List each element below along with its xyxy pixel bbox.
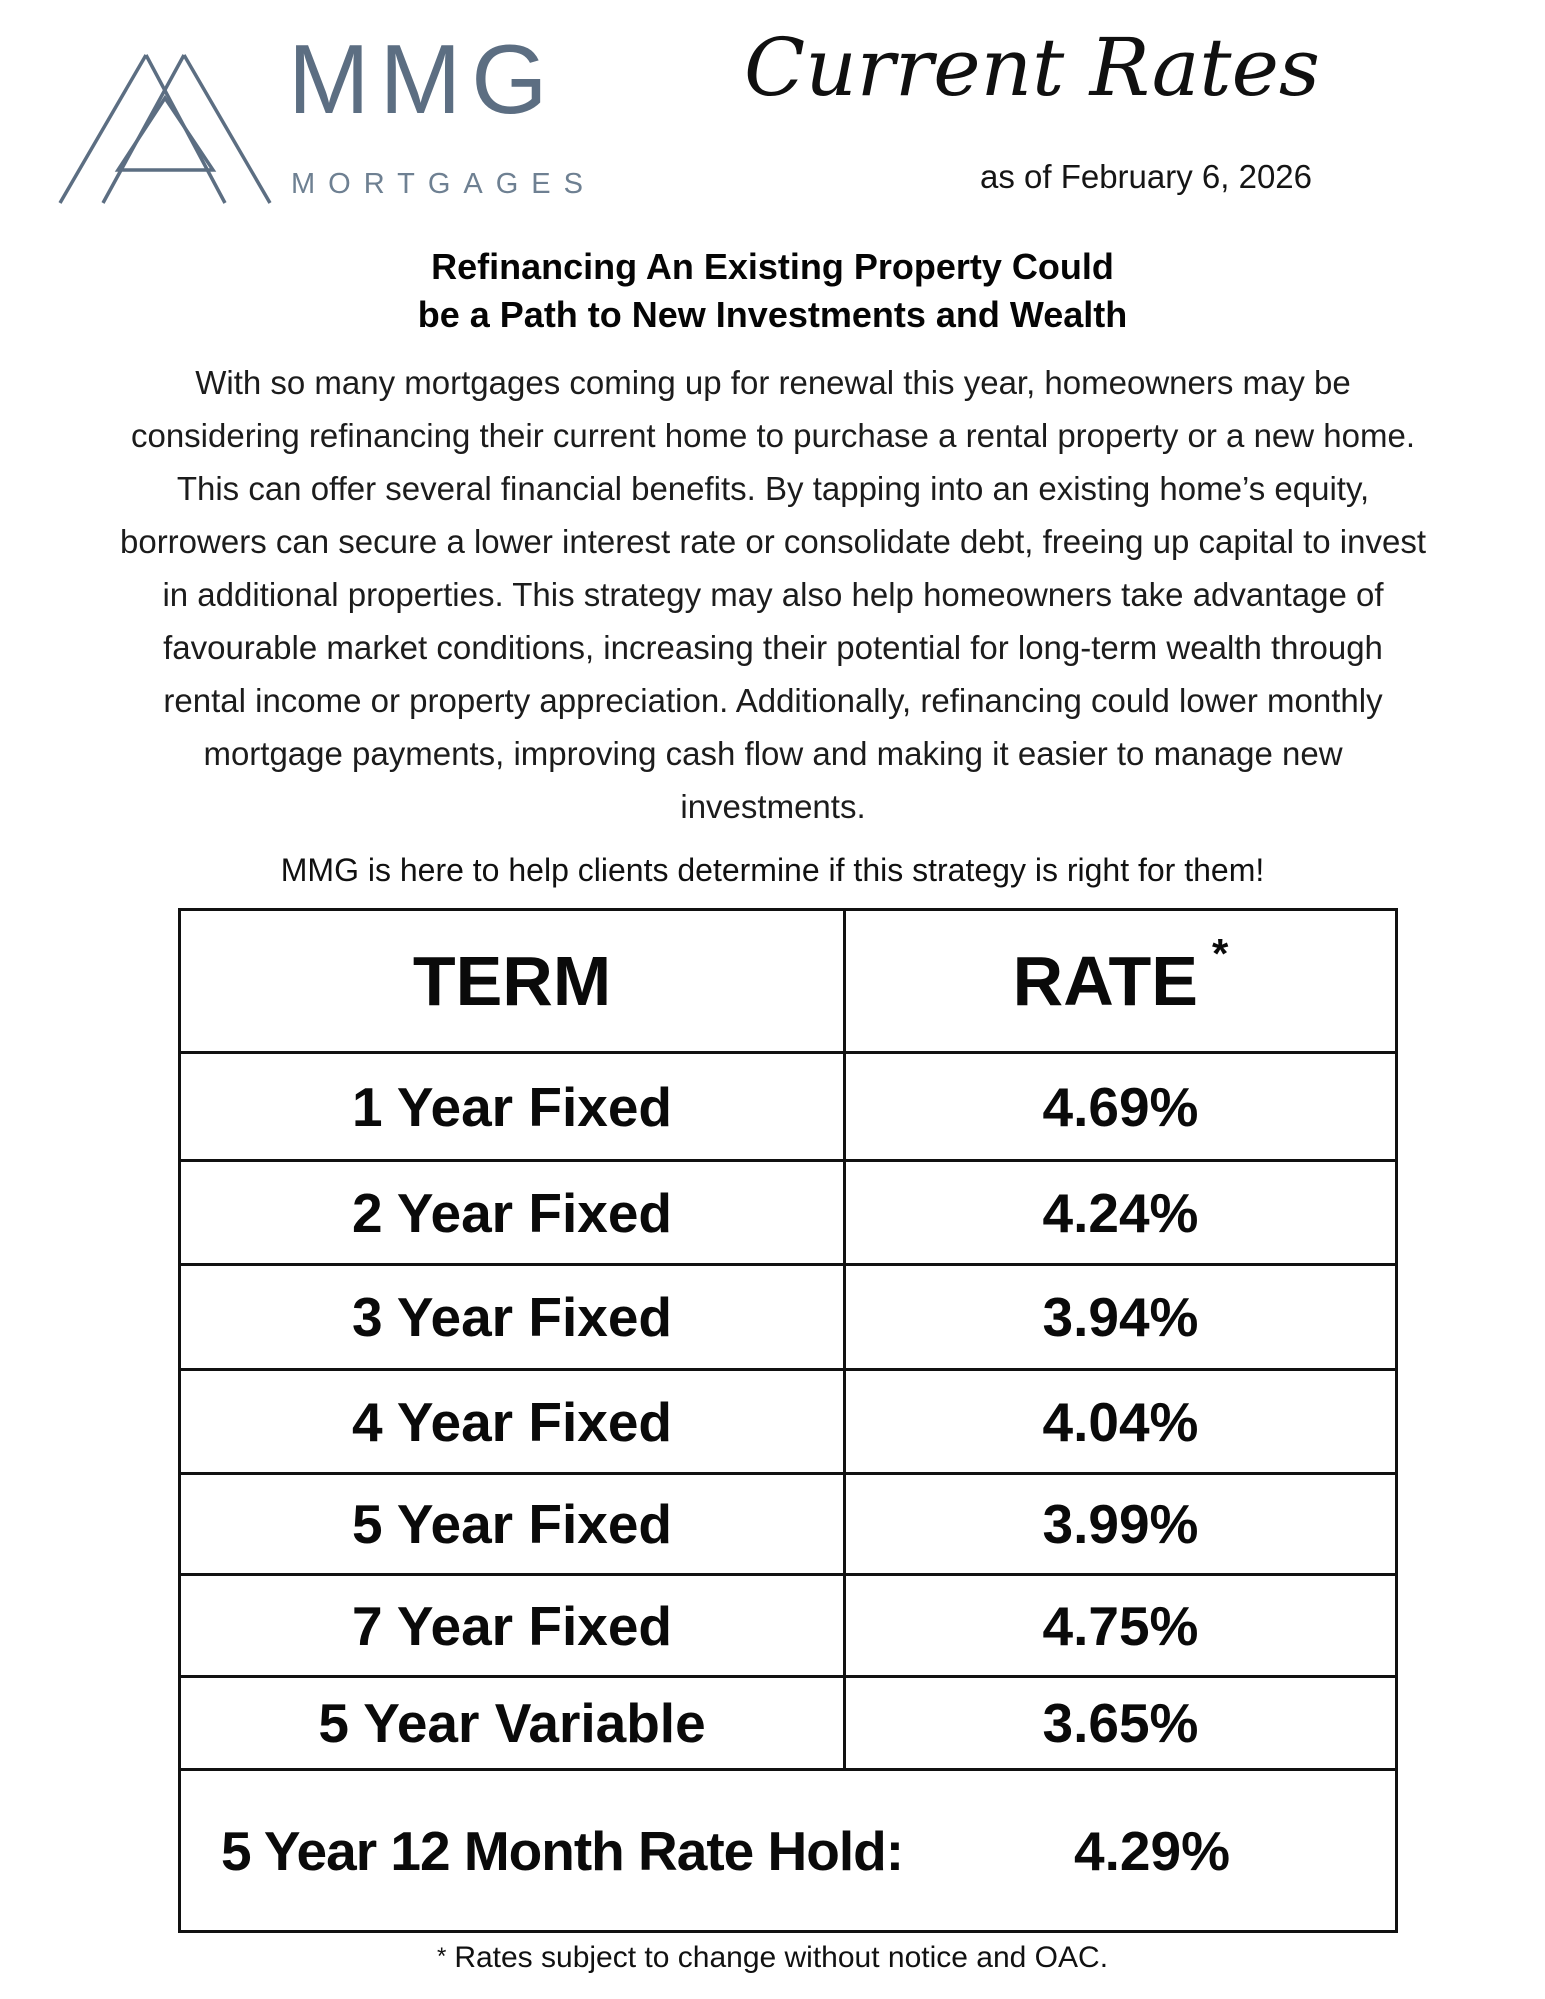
table-row (181, 1263, 1395, 1368)
term-cell: 3 Year Fixed (181, 1266, 846, 1368)
rate-cell: 3.99% (1042, 1493, 1199, 1555)
rate-column-header (846, 911, 1395, 1051)
rate-cell: 3.94% (1042, 1286, 1199, 1348)
table-row (181, 1368, 1395, 1472)
rate-cell: 4.04% (1042, 1390, 1199, 1453)
table-row (181, 1051, 1395, 1159)
article-callout: MMG is here to help clients determine if this strategy is right for them! (280, 852, 1265, 888)
term-cell: 5 Year Fixed (181, 1475, 846, 1573)
table-row (181, 1472, 1395, 1573)
rate-cell: 4.69% (1042, 1075, 1199, 1138)
summary-rate: 4.29% (1074, 1819, 1230, 1882)
summary-term: 5 Year 12 Month Rate Hold: (221, 1819, 904, 1882)
rates-date: as of February 6, 2026 (979, 158, 1313, 195)
mmg-mountain-logo-icon (52, 40, 278, 208)
rate-cell: 4.24% (1042, 1181, 1199, 1244)
term-cell: 2 Year Fixed (181, 1162, 846, 1263)
rate-cell: 3.65% (1042, 1692, 1199, 1754)
rate-hold-summary-row (181, 1768, 1395, 1930)
table-header-row (181, 911, 1395, 1051)
article-body: With so many mortgages coming up for renewal this year, homeowners may be considering refinancing their current home to purchase a rental property or a new home. This can offer several financial benefits. By tapping into an existing home’s equity, borrowers can secure a lower interest rate or consolidate debt, freeing up capital to invest in additional properties. This strategy may also help homeowners take advantage of favourable market conditions, increasing their potential for long-term wealth through rental income or property appreciation. Additionally, refinancing could lower monthly mortgage payments, improving cash flow and making it easier to manage new investments. (119, 364, 1427, 825)
rates-table (178, 908, 1398, 1933)
term-column-header: TERM (181, 911, 846, 1051)
article-heading-line1: Refinancing An Existing Property Could (431, 246, 1114, 287)
footnote-text: Rates subject to change without notice and OAC. (454, 1941, 1109, 1974)
term-cell: 7 Year Fixed (181, 1576, 846, 1675)
article-heading (0, 243, 1545, 339)
table-row (181, 1675, 1395, 1768)
footnote-asterisk: * (436, 1943, 447, 1970)
term-cell: 5 Year Variable (181, 1678, 846, 1768)
term-cell: 4 Year Fixed (181, 1371, 846, 1472)
table-row (181, 1159, 1395, 1263)
rate-cell: 4.75% (1042, 1594, 1199, 1657)
table-row (181, 1573, 1395, 1675)
footnote (0, 1941, 1545, 1975)
article-heading-line2: be a Path to New Investments and Wealth (417, 294, 1128, 335)
brand-tagline: MORTGAGES (291, 168, 596, 200)
term-cell: 1 Year Fixed (181, 1054, 846, 1159)
rate-header-asterisk: * (1212, 930, 1229, 977)
brand-name: MMG (288, 24, 558, 134)
rate-header-label: RATE (1012, 942, 1198, 1020)
page-title: Current Rates (744, 21, 1320, 114)
